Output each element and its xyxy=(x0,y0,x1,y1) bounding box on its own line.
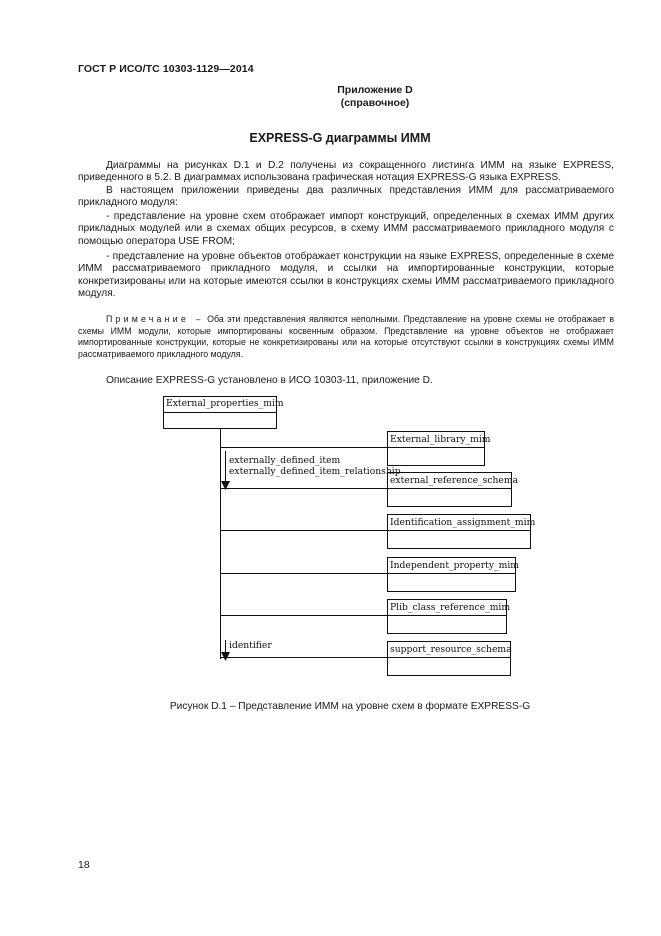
appendix-title: Приложение D xyxy=(337,84,413,96)
section-title: EXPRESS-G диаграммы ИММ xyxy=(249,131,431,145)
target-schema-label: support_resource_schema xyxy=(390,644,512,655)
document-header: ГОСТ Р ИСО/ТС 10303-1129—2014 xyxy=(78,63,254,75)
reference-label-relationship: externally_defined_item_relationship xyxy=(229,466,401,477)
paragraph-two-views: В настоящем приложении приведены два различных представления ИММ для рассматриваемого прикладного модуля: xyxy=(78,185,614,209)
paragraph-intro: Диаграммы на рисунках D.1 и D.2 получены из сокращенного листинга ИММ на языке EXPRESS, приведенного в 5.2. В диаграммах использована графическая нотация EXPRESS-G языка EXPRESS. xyxy=(78,160,614,184)
description-line: Описание EXPRESS-G установлено в ИСО 10303-11, приложение D. xyxy=(106,375,433,386)
target-schema-label: Independent_property_mim xyxy=(390,560,519,571)
target-schema-label: external_reference_schema xyxy=(390,475,519,486)
note-text: Оба эти представления являются неполными. Представление на уровне схемы не отображает в схемы ИММ модули, которые импортированы косвенным образом. Представление на уровне объектов не отображает импортированные конструкции, которые не конкретизированы или на которые отсутствуют ссылки в конструкциях схемы ИММ рассматриваемого прикладного модуля. xyxy=(78,314,614,359)
reference-label-item: externally_defined_item xyxy=(229,455,341,466)
target-schema-label: Plib_class_reference_mim xyxy=(390,602,511,613)
paragraph-object-view: - представление на уровне объектов отображает конструкции на языке EXPRESS, определенные в схеме ИММ рассматриваемого прикладного модуля, и ссылки на импортированные конструкции, которые конкретизированы или на которые имеются ссылки в конструкциях схемы ИММ рассматриваемого прикладного модуля. xyxy=(78,251,614,300)
arrow-head-icon xyxy=(221,652,230,661)
source-schema-label: External_properties_mim xyxy=(166,398,284,409)
appendix-subtitle: (справочное) xyxy=(340,97,410,109)
target-schema-label: External_library_mim xyxy=(390,434,491,445)
target-schema-label: Identification_assignment_mim xyxy=(390,517,536,528)
paragraph-schema-view: - представление на уровне схем отображает импорт конструкций, определенных в схемах ИММ других прикладных модулей или в схемах общих ресурсов, в схему ИММ рассматриваемого прикладного модуля с помощью оператора USE FROM; xyxy=(78,211,614,247)
figure-caption: Рисунок D.1 – Представление ИММ на уровне схем в формате EXPRESS-G xyxy=(169,701,531,712)
page-number: 18 xyxy=(78,859,90,871)
note-label: Примечание – xyxy=(106,314,204,324)
reference-label-identifier: identifier xyxy=(229,640,272,651)
